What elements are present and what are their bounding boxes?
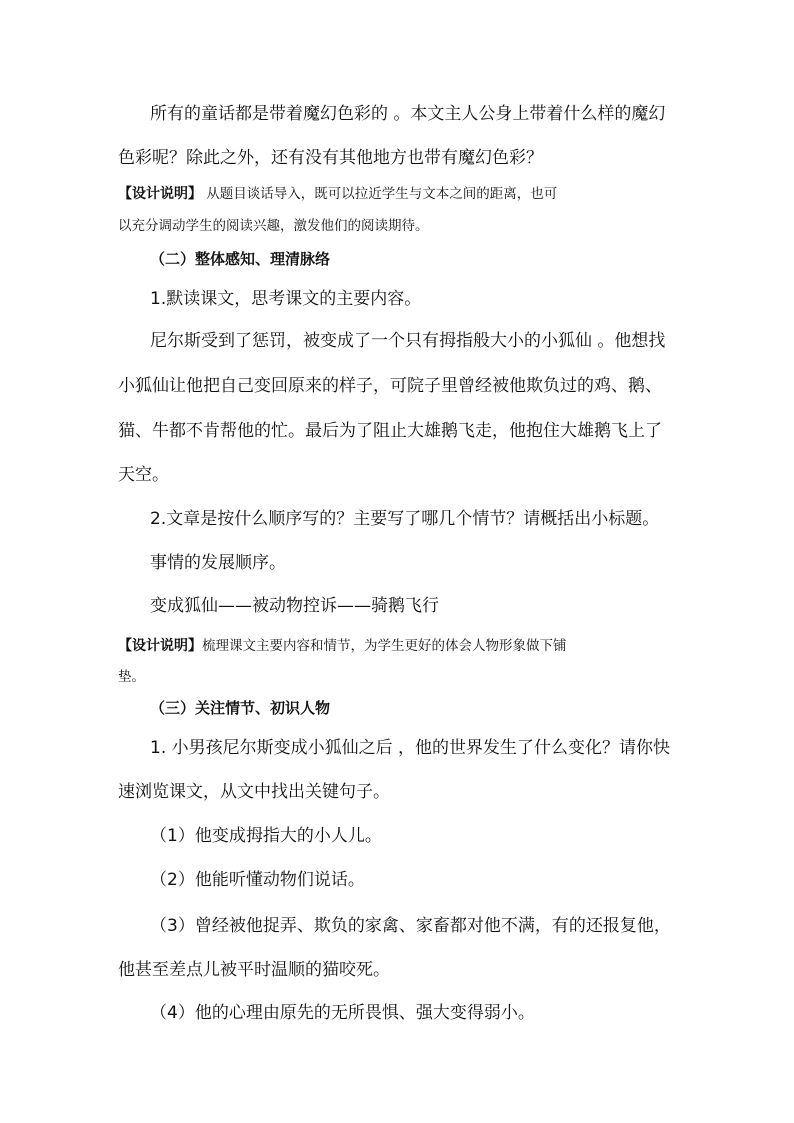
design-note-label: 【设计说明】 [118, 186, 202, 202]
design-note-label: 【设计说明】 [118, 638, 202, 654]
answer-1-line-4: 天空。 [118, 465, 169, 485]
answer-2-subtitles: 变成狐仙——被动物控诉——骑鹅飞行 [150, 596, 439, 616]
section-heading-3: （三）关注情节、初识人物 [150, 699, 331, 717]
intro-line-1: 所有的童话都是带着魔幻色彩的 。本文主人公身上带着什么样的魔幻 [150, 104, 666, 124]
design-note-text: 从题目谈话导入，既可以拉近学生与文本之间的距离，也可 [202, 186, 558, 202]
design-note-1-line-2: 以充分调动学生的阅读兴趣，激发他们的阅读期待。 [118, 218, 429, 234]
design-note-1 [118, 185, 557, 203]
answer-1-line-3: 猫、牛都不肯帮他的忙。最后为了阻止大雄鹅飞走，他抱住大雄鹅飞上了 [118, 421, 662, 441]
question-2: 2.文章是按什么顺序写的？主要写了哪几个情节？请概括出小标题。 [150, 509, 660, 529]
answer-1-line-1: 尼尔斯受到了惩罚，被变成了一个只有拇指般大小的小狐仙 。他想找 [150, 331, 666, 351]
list-item-continuation: 他甚至差点儿被平时温顺的猫咬死。 [118, 960, 390, 980]
answer-1-line-2: 小狐仙让他把自己变回原来的样子，可院子里曾经被他欺负过的鸡、鹅、 [118, 376, 662, 396]
list-item: （2）他能听懂动物们说话。 [150, 870, 365, 890]
section-heading-2: （二）整体感知、理清脉络 [150, 250, 331, 268]
question-1: 1.默读课文，思考课文的主要内容。 [150, 289, 422, 309]
answer-2: 事情的发展顺序。 [150, 553, 286, 573]
design-note-2-line-2: 垫。 [118, 669, 145, 685]
intro-line-2: 色彩呢？除此之外，还有没有其他地方也带有魔幻色彩？ [118, 148, 543, 168]
design-note-text: 梳理课文主要内容和情节，为学生更好的体会人物形象做下铺 [202, 638, 567, 654]
section3-question-line-1: 1. 小男孩尼尔斯变成小狐仙之后 ，他的世界发生了什么变化？请你快 [150, 738, 671, 758]
design-note-2 [118, 637, 567, 655]
list-item: （4）他的心理由原先的无所畏惧、强大变得弱小。 [150, 1003, 535, 1023]
list-item: （1）他变成拇指大的小人儿。 [150, 826, 382, 846]
section3-question-line-2: 速浏览课文，从文中找出关键句子。 [118, 782, 390, 802]
list-item: （3）曾经被他捉弄、欺负的家禽、家畜都对他不满，有的还报复他， [150, 916, 671, 936]
